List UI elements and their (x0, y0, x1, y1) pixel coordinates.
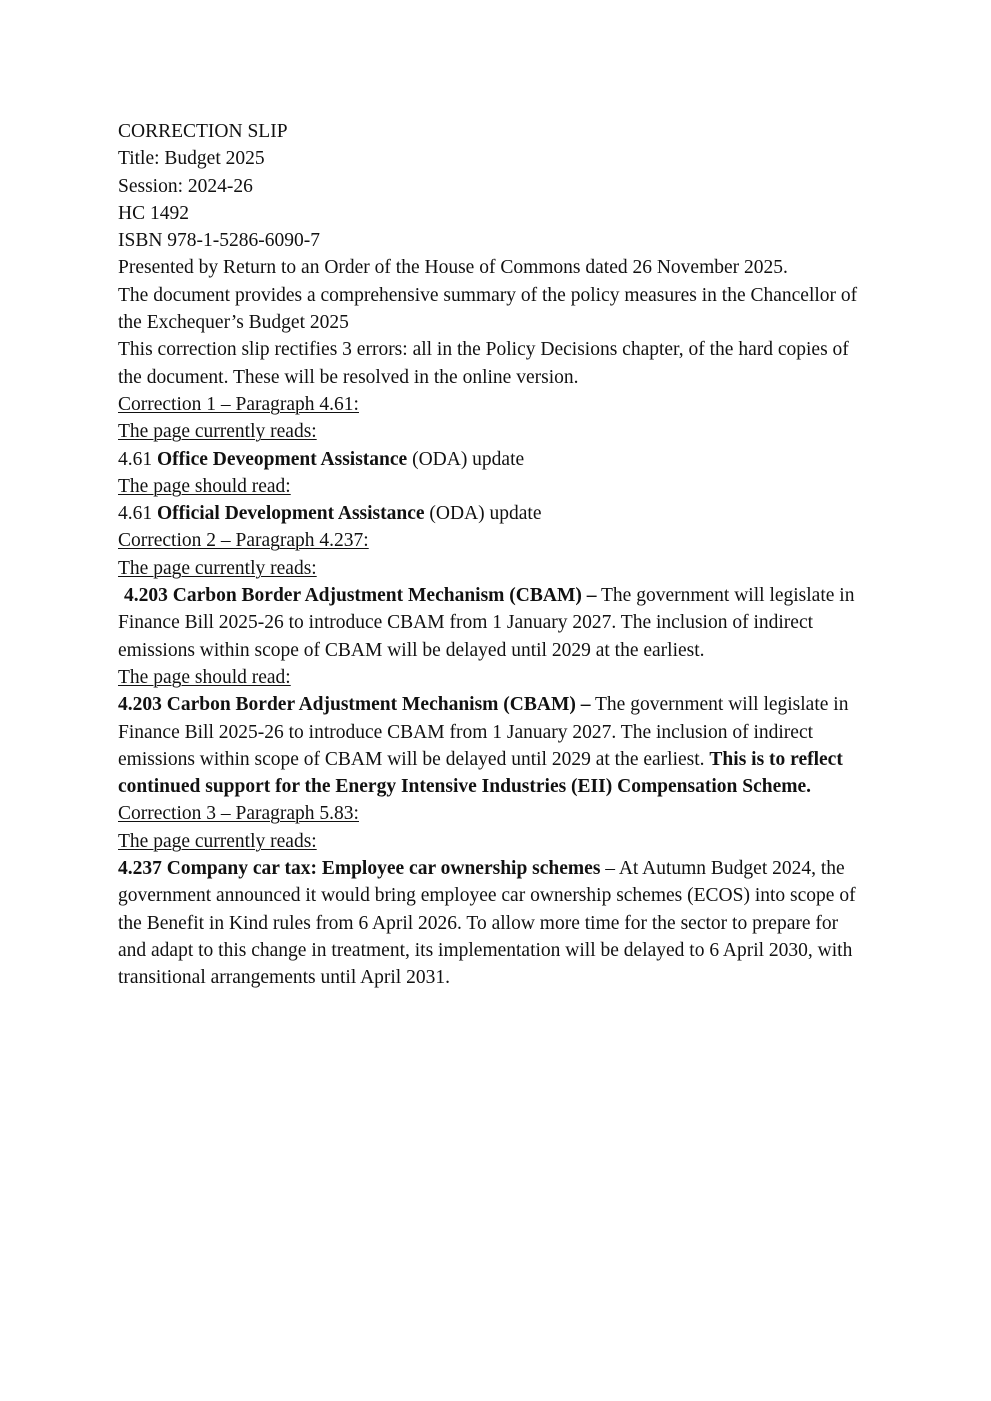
correction-2-heading (118, 527, 870, 554)
correction-1-current-text (118, 446, 870, 473)
currently-reads-text: The page currently reads: (118, 830, 317, 852)
correction-2-currently-reads-label (118, 555, 870, 582)
correction-1-corrected-text (118, 500, 870, 527)
should-read-text: The page should read: (118, 666, 291, 688)
presented-statement: Presented by Return to an Order of the House of Commons dated 26 November 2025. (118, 257, 788, 279)
correction-1-heading-text: Correction 1 – Paragraph 4.61: (118, 393, 359, 415)
document-description: The document provides a comprehensive summary of the policy measures in the Chancellor of the Exchequer’s Budget 2025 (118, 284, 858, 334)
correction-2-heading-text: Correction 2 – Paragraph 4.237: (118, 530, 369, 552)
correction-3-currently-reads-label (118, 828, 870, 855)
measure-lead: 4.203 Carbon Border Adjustment Mechanism (CBAM) – (118, 694, 591, 716)
correction-2-corrected-text (118, 691, 870, 800)
measure-body: – At Autumn Budget 2024, the government announced it would bring employee car ownership schemes (ECOS) into scope of the Benefit in Kind rules from 6 April 2026. To allow more time for the sector to prepare for and adapt to this change in treatment, its implementation will be delayed to 6 April 2030, with transitional arrangements until April 2031. (118, 858, 856, 989)
correction-3-heading-text: Correction 3 – Paragraph 5.83: (118, 803, 359, 825)
correction-3-heading (118, 800, 870, 827)
correction-1-currently-reads-label (118, 418, 870, 445)
correction-1-heading (118, 391, 870, 418)
correction-1-should-read-label (118, 473, 870, 500)
measure-lead: 4.237 Company car tax: Employee car ownership schemes (118, 858, 601, 880)
correction-3-current-text (118, 855, 870, 991)
currently-reads-text: The page currently reads: (118, 421, 317, 443)
measure-lead: 4.203 Carbon Border Adjustment Mechanism (CBAM) – (124, 585, 597, 607)
paragraph-number: 4.61 (118, 503, 157, 525)
corrected-phrase: Official Development Assistance (157, 503, 425, 525)
should-read-text: The page should read: (118, 475, 291, 497)
error-phrase: Office Deveopment Assistance (157, 448, 408, 470)
correction-2-should-read-label (118, 664, 870, 691)
correction-2-current-text (118, 582, 870, 664)
measure-body: The government will legislate in Finance Bill 2025-26 to introduce CBAM from 1 January 2027. The inclusion of indirect emissions within scope of CBAM will be delayed until 2029 at the earliest. (118, 585, 855, 661)
added-sentence: This is to reflect continued support for the Energy Intensive Industries (EII) Compensation Scheme. (118, 748, 843, 798)
field-isbn: ISBN 978-1-5286-6090-7 (118, 230, 321, 252)
field-session: Session: 2024-26 (118, 175, 253, 197)
paragraph-number: 4.61 (118, 448, 157, 470)
field-hc-number: HC 1492 (118, 202, 189, 224)
measure-body: The government will legislate in Finance Bill 2025-26 to introduce CBAM from 1 January 2027. The inclusion of indirect emissions within scope of CBAM will be delayed until 2029 at the earliest. (118, 694, 849, 770)
document-title: CORRECTION SLIP (118, 121, 288, 142)
field-title: Title: Budget 2025 (118, 148, 265, 170)
document-body (118, 118, 870, 992)
paragraph-suffix: (ODA) update (424, 503, 542, 525)
currently-reads-text: The page currently reads: (118, 557, 317, 579)
correction-scope-note: This correction slip rectifies 3 errors: all in the Policy Decisions chapter, of the hard copies of the document. These will be resolved in the online version. (118, 339, 849, 388)
paragraph-suffix: (ODA) update (407, 448, 525, 470)
